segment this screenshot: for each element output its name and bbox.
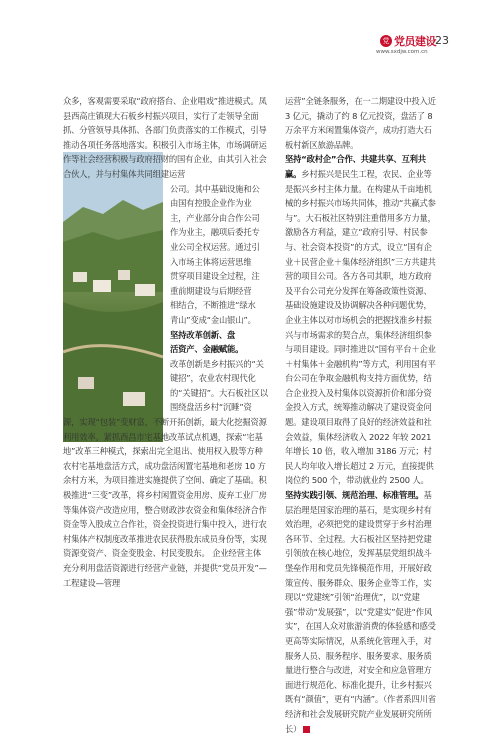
end-mark-icon [303,726,310,733]
text-line: 由国有控股企业作为业 [170,198,252,209]
section-heading: 坚持“政村企”合作、共建共享、互利共赢。 [285,154,426,179]
text-line: 作为业主，融项后委托专 [170,227,260,238]
paragraph: 众多，客观需要采取“政府搭台、企业唱戏”推进模式。凤县西高庄镇现大石板乡村振兴项目，实行了走领导全面抓、分管领导具体抓、各部门负责落实的工作模式，引导推动各项任务落地落实。积极引入市场主体，市场调研运作等社会经营积极与政府招财的国有企业，由其引入社会合伙人，并与村集体共同组建运营 [63,96,267,179]
text-line: 业公司全权运营。通过引 [170,241,260,252]
section-heading: 坚持实践引领、规范治理、标准管理。 [285,490,424,501]
paragraph: 运营”全链条服务，在一二期建设中投入近 3 亿元，撬动了约 8 亿元投资，盘活了 8 万余平方米闲置集体资产，成功打造大石板村新区旅游品牌。 [285,96,436,150]
paragraph: 基层治理是国家治理的基石，是实现乡村有效治理，必须把党的建设贯穿于乡村治理各环节、全过程。大石板社区坚持把党建引领放在核心地位，发挥基层党组织战斗堡垒作用和党员先锋模范作用，开展好政策宣传、服务群众、服务企业等工作，实现以“党建统”引领“治理优”，以“党建强”带动“发展强”，以“党建实”促进“作风实”，在国人众对旅游消费的体验感和感受更高等实际情况，从系统化管理入手，对服务人员、服务程序、服务要求、服务质量进行整合与改进，对安全和应急管理方面进行规范化、标准化提升，让乡村振兴既有“颜值”，更有“内涵”。（作者系四川省经济和社会发展研究院产业发展研究所所长） [285,490,436,734]
magazine-logo [380,33,436,49]
magazine-url: www.sxdjw.com.cn [376,49,428,55]
article-left-column [63,94,269,590]
page-number: 23 [435,34,449,47]
party-emblem-icon: 党 [380,35,392,47]
section-heading-cont: 活资产、金融赋能。 [170,344,244,355]
paragraph: 源，实现“包装”变财富，不断开拓创新，最大化挖掘资源利用效率。紧抓西昌市宅基地改革试点机遇，探索“宅基地”改革三种模式，探索出完全退出、使用权入股等方种农村宅基地盘活方式，成功盘活闲置宅基地和老房 10 方余村方米，为项目推进实施提供了空间、确定了基础。积极推进“三变”改革，将乡村闲置资金用房、废弃工业厂房等集体资产改造应用，整合财政涉农资金和集体经济合作资金等入股成立合作社，资金投资进行集中投入，进行农村集体产权制度改革推进农民获得股东成员身份等，实现资源变资产、资金变股金、村民变股东。 企业经营主体充分利用盘活资源进行经营产业链，并提供“党员开发”—工程建设—管理 [63,417,267,588]
text-line: 相结合，不断推进“绿水 [170,300,256,311]
paragraph: 改革创新是乡村振兴的“关键招”，农业农村现代化的“关键招”。大石板社区以围绕盘活乡村“沉睡”资 [170,358,268,413]
text-line: 青山”变成“金山银山”。 [170,314,256,325]
magazine-title: 党员建设 [394,35,436,48]
paragraph: 乡村振兴是民生工程，农民、企业等是振兴乡村主体力量。在构建从千亩地机械的乡村振兴市场共同体，推动“共赢式参与”。大石板社区特别注重借用多方力量，激励各方利益，建立“政府引导、村民参与、社会资本投资”的方式，设立“国有企业＋民营企业＋集体经济组织”三方共建共营的项目公司。各方各司其职，地方政府及平台公司充分发挥在筹备政策性资源、基础设施建设及协调解决各种问题优势，企业主体以对市场机会的把握找准乡村振兴与市场需求的契合点，集体经济组织参与项目建设。同时推进以“国有平台＋企业＋村集体＋金融机构”等方式，利用国有平台公司在争取金融机构支持方面优势，结合企业投入及村集体以资源折价和部分资金投入方式，统筹推动解决了建设资金问题。建设项目取得了良好的经济效益和社会效益，集体经济收入 2022 年较 2021 年增长 10 倍，收入增加 3186 万元；村民人均年收入增长超过 2 万元，直接提供岗位约 500 个，带动就业约 2500 人。 [285,168,436,486]
text-line: 重前期建设与后期经营 [170,285,252,296]
text-line: 贯穿项目建设全过程，注 [170,271,260,282]
text-line: 主，产业部分由合作公司 [170,212,260,223]
text-line: 入市场主体将运营思维 [170,256,252,267]
section-heading: 坚持改革创新、盘 [170,329,236,340]
text-line: 公司。其中基础设施和公 [170,183,260,194]
